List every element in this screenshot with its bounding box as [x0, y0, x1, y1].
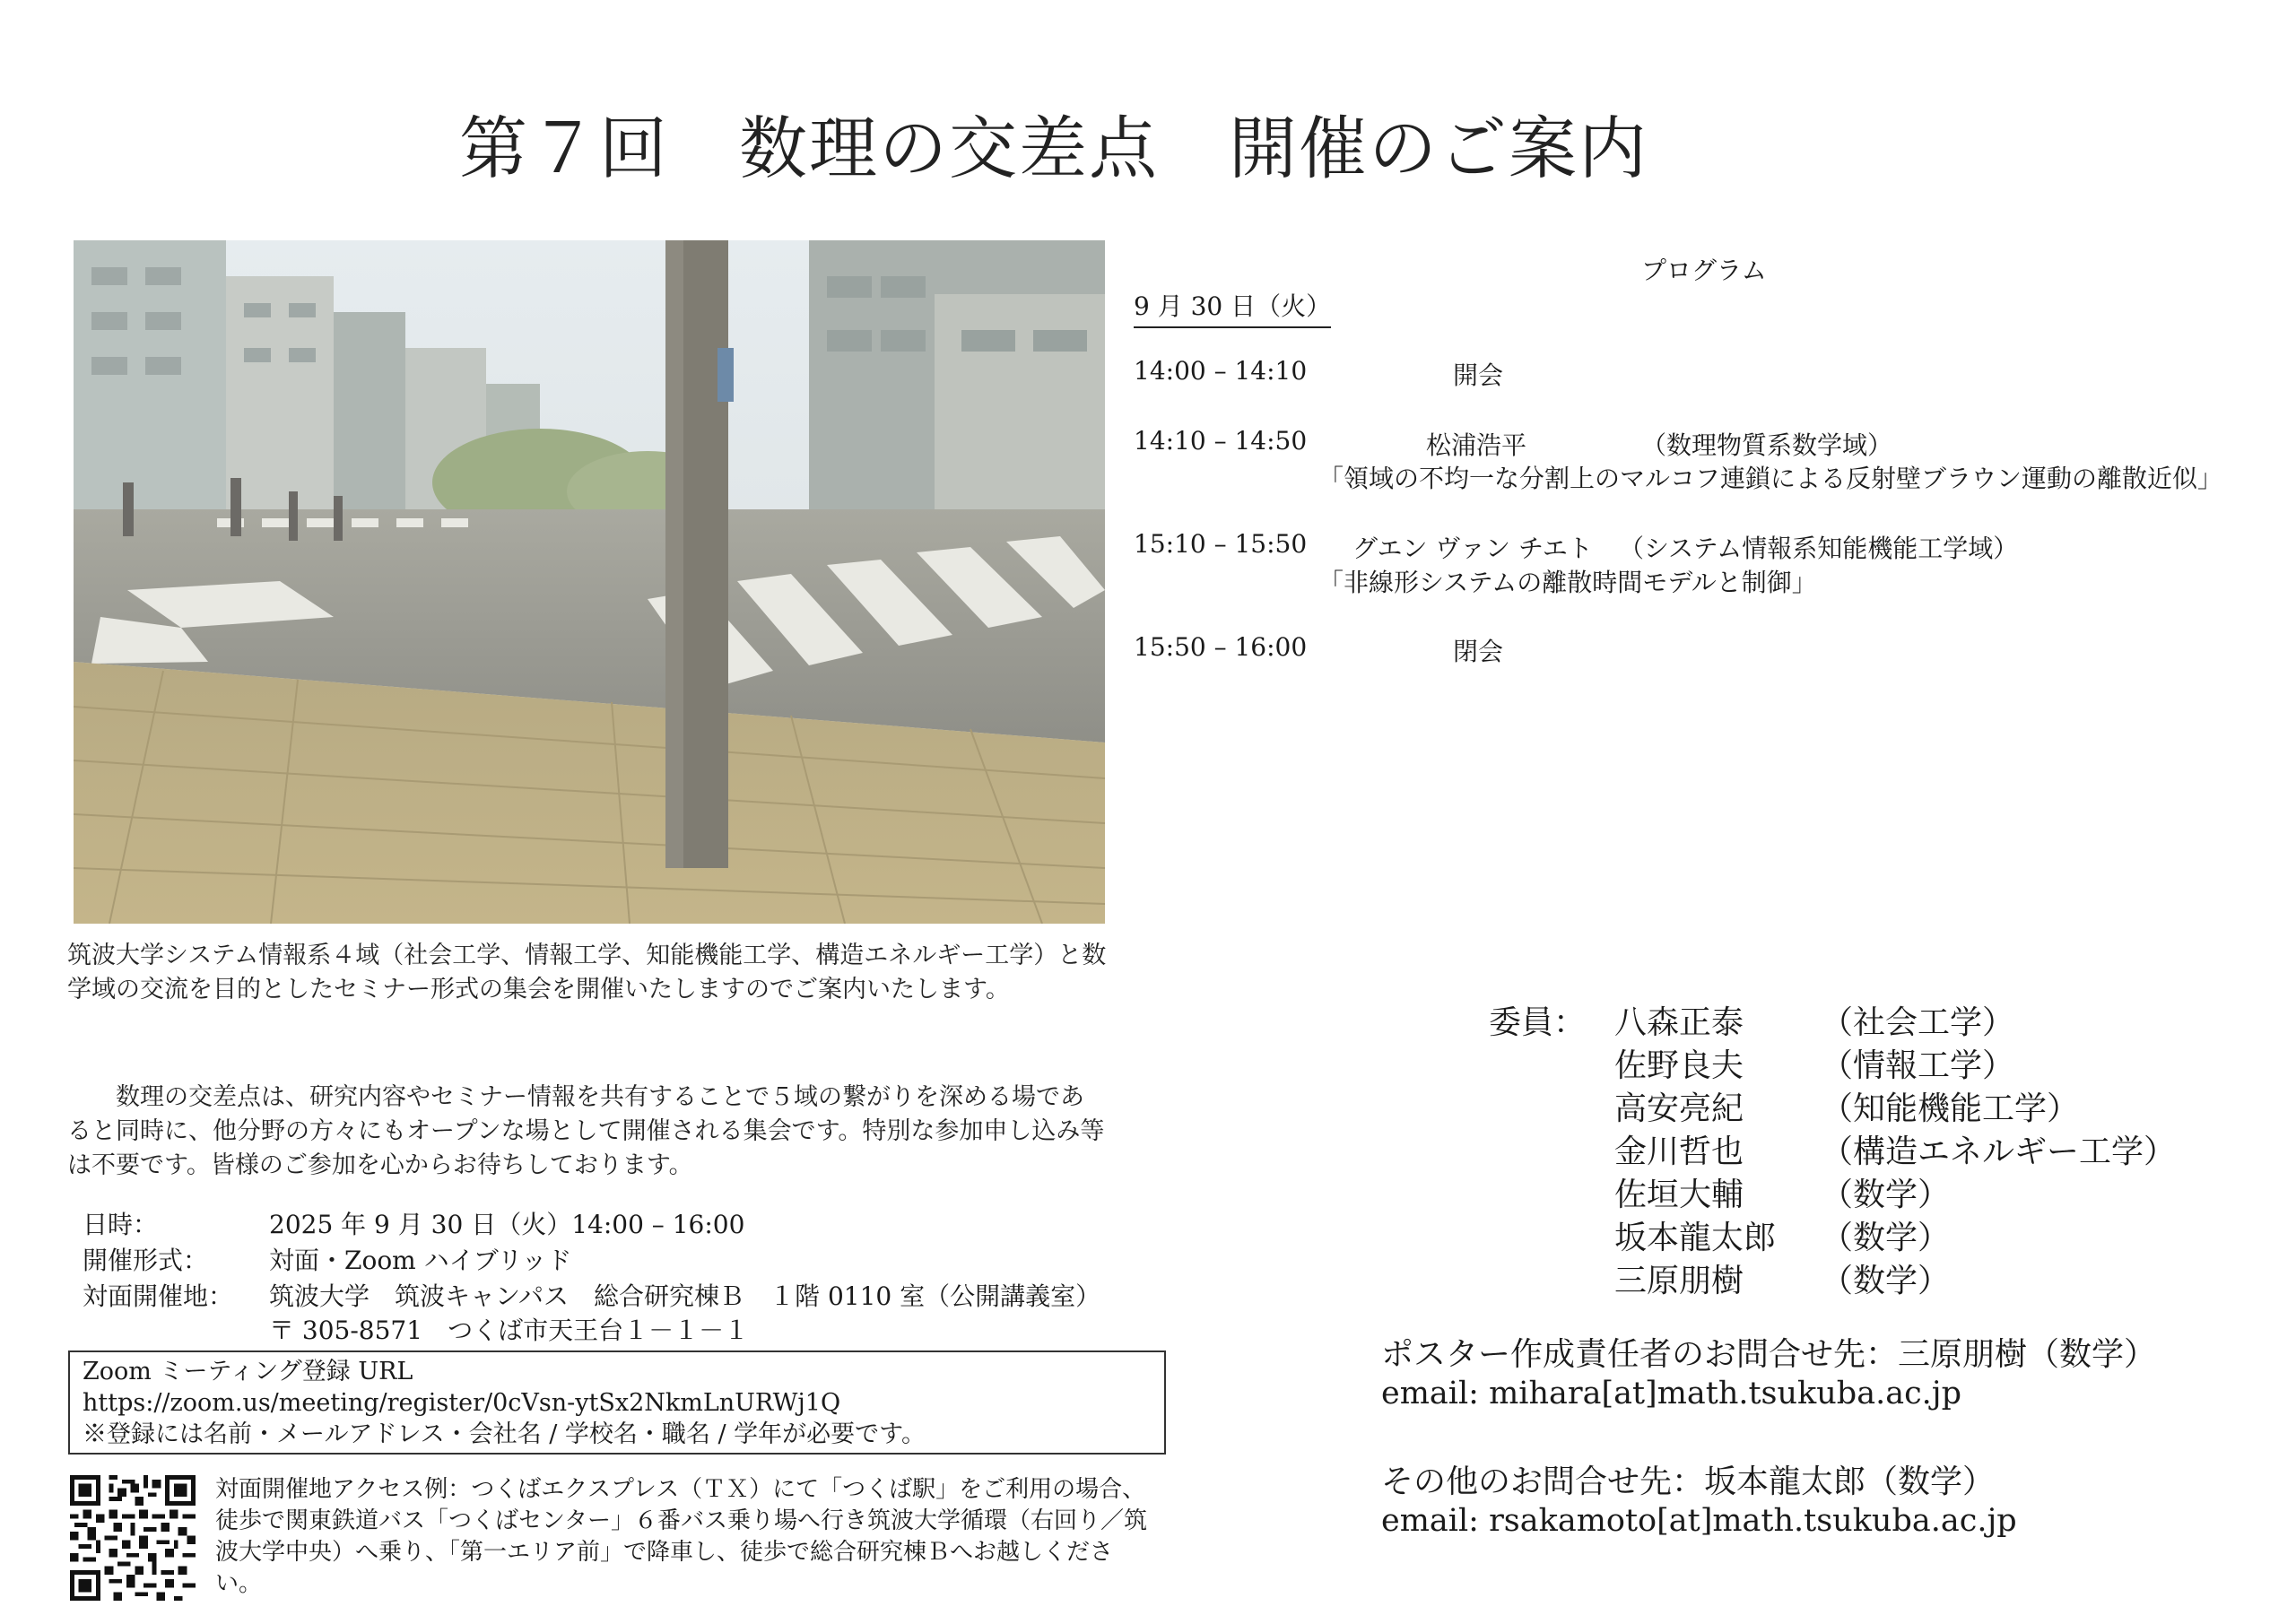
detail-format	[83, 1243, 572, 1279]
program-time: 15:10 – 15:50	[1134, 529, 1308, 559]
intro-paragraph-2: 数理の交差点は、研究内容やセミナー情報を共有することで５域の繋がりを深める場であると同時に、他分野の方々にもオープンな場として開催される集会です。特別な参加申し込み等は不要です。皆様のご参加を心からお待ちしております。	[67, 1083, 1105, 1179]
datetime-label: 日時：	[83, 1210, 159, 1239]
poster-contact: ポスター作成責任者のお問合せ先：三原朋樹（数学）	[1381, 1336, 2157, 1373]
qr-code[interactable]	[70, 1475, 196, 1601]
committee-member-dept: （社会工学）	[1821, 1004, 2015, 1041]
talk-title: 「領域の不均一な分割上のマルコフ連鎖による反射壁ブラウン運動の離散近似」	[1318, 464, 2223, 493]
committee-member-dept: （知能機能工学）	[1821, 1090, 2080, 1127]
format-value: 対面・Zoom ハイブリッド	[269, 1246, 572, 1275]
detail-venue	[83, 1279, 1100, 1315]
committee-member-dept: （構造エネルギー工学）	[1821, 1133, 2177, 1170]
program-date: 9 月 30 日（火）	[1134, 287, 1331, 328]
zoom-heading: Zoom ミーティング登録 URL	[83, 1358, 413, 1385]
committee-member-name: 坂本龍太郎	[1614, 1220, 1777, 1256]
program-item-close: 閉会	[1453, 637, 1504, 666]
zoom-url-link[interactable]: https://zoom.us/meeting/register/0cVsn-ytSx2NkmLnURWj1Q	[83, 1389, 841, 1417]
venue-value: 筑波大学 筑波キャンパス 総合研究棟Ｂ １階 0110 室（公開講義室）	[269, 1281, 1101, 1311]
page-title: 第７回 数理の交差点 開催のご案内	[459, 109, 1648, 188]
committee-member-dept: （数学）	[1821, 1220, 1951, 1256]
program-item-open: 開会	[1453, 360, 1504, 390]
committee-member-name: 佐野良夫	[1614, 1047, 1744, 1084]
venue-label: 対面開催地：	[83, 1281, 234, 1311]
speaker-name: グエン ヴァン チエト	[1352, 534, 1593, 563]
zoom-registration-box	[68, 1350, 1166, 1455]
other-email-link[interactable]: email: rsakamoto[at]math.tsukuba.ac.jp	[1381, 1503, 2017, 1539]
other-contact: その他のお問合せ先：坂本龍太郎（数学）	[1381, 1463, 1996, 1500]
detail-address	[83, 1313, 749, 1349]
program-time: 14:10 – 14:50	[1134, 426, 1308, 456]
committee-member-name: 三原朋樹	[1614, 1263, 1744, 1299]
access-directions: 対面開催地アクセス例：つくばエクスプレス（ＴＸ）にて「つくば駅」をご利用の場合、徒歩で関東鉄道バス「つくばセンター」６番バス乗り場へ行き筑波大学循環（右回り／筑波大学中央）へ乗り、「第一エリア前」で降車し、徒歩で総合研究棟Ｂへお越しください。	[215, 1476, 1147, 1597]
program-time: 14:00 – 14:10	[1134, 356, 1308, 386]
committee-member-name: 八森正泰	[1614, 1004, 1744, 1041]
committee-member-name: 金川哲也	[1614, 1133, 1744, 1170]
zoom-note: ※登録には名前・メールアドレス・会社名 / 学校名・職名 / 学年が必要です。	[83, 1420, 926, 1448]
detail-datetime	[83, 1207, 744, 1243]
talk-title: 「非線形システムの離散時間モデルと制御」	[1318, 568, 1817, 597]
format-label: 開催形式：	[83, 1246, 209, 1275]
committee-member-name: 佐垣大輔	[1614, 1177, 1744, 1213]
speaker-affiliation: （システム情報系知能機能工学域）	[1619, 534, 2019, 563]
committee-member-dept: （数学）	[1821, 1263, 1951, 1299]
poster-email-link[interactable]: email: mihara[at]math.tsukuba.ac.jp	[1381, 1376, 1962, 1411]
program-title: プログラム	[1641, 256, 1767, 285]
crosswalk-photo	[74, 240, 1105, 924]
committee-label: 委員：	[1489, 1004, 1587, 1041]
speaker-affiliation: （数理物質系数学域）	[1641, 430, 1893, 460]
speaker-name: 松浦浩平	[1426, 430, 1527, 460]
committee-member-name: 高安亮紀	[1614, 1090, 1744, 1127]
datetime-value: 2025 年 9 月 30 日（火）14:00 – 16:00	[269, 1210, 745, 1239]
address-value: 〒 305-8571 つくば市天王台１－１－１	[269, 1316, 750, 1345]
intro-paragraph-1: 筑波大学システム情報系４域（社会工学、情報工学、知能機能工学、構造エネルギー工学）と数学域の交流を目的としたセミナー形式の集会を開催いたしますのでご案内いたします。	[67, 942, 1107, 1003]
program-time: 15:50 – 16:00	[1134, 632, 1308, 662]
committee-member-dept: （数学）	[1821, 1177, 1951, 1213]
committee-member-dept: （情報工学）	[1821, 1047, 2015, 1084]
